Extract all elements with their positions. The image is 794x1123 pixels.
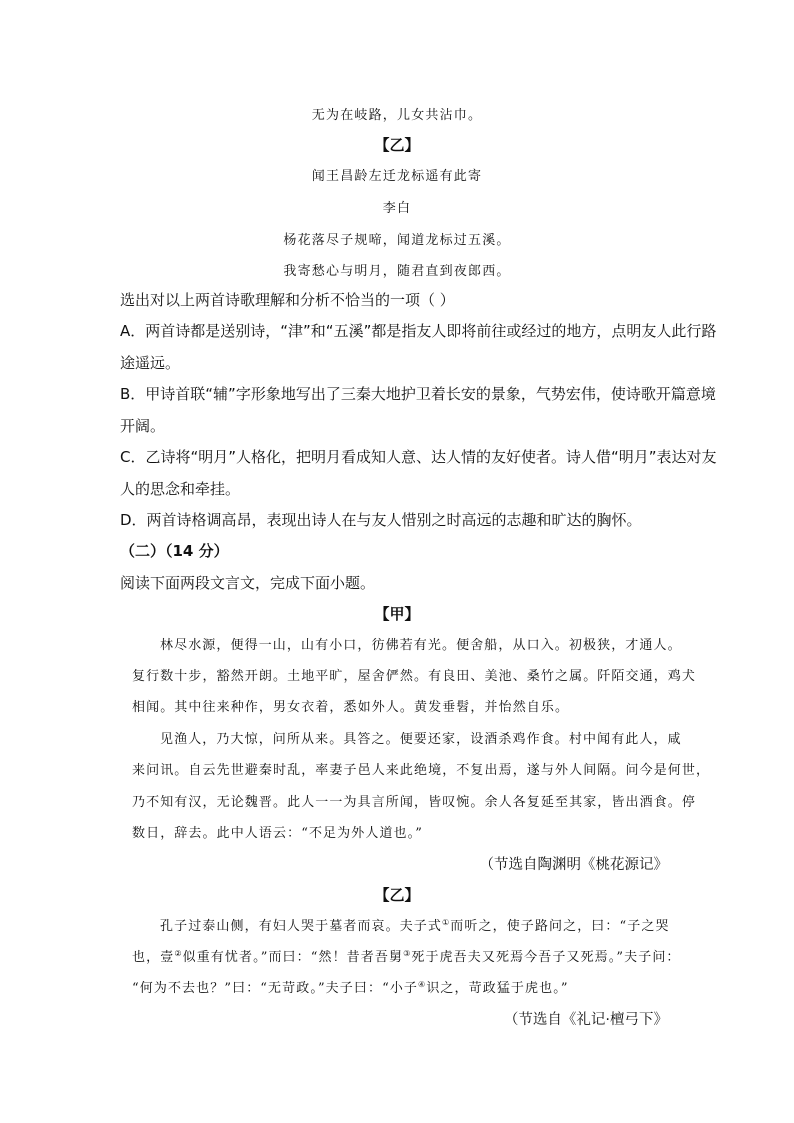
passage-a-line: 复行数十步，豁然开朗。土地平旷，屋舍俨然。有良田、美池、桑竹之属。阡陌交通，鸡犬: [132, 669, 697, 684]
poem-b-label: 【乙】: [374, 136, 420, 154]
poem-b-title: 闻王昌龄左迁龙标遥有此寄: [311, 169, 483, 184]
poem-b-line-2: 我寄愁心与明月，随君直到夜郎西。: [283, 264, 511, 279]
option-c-line-2: 人的思念和牵挂。: [120, 480, 241, 498]
passage-a-source: （节选自陶渊明《桃花源记》: [479, 857, 668, 873]
footnote-marker: ①: [442, 918, 451, 927]
passage-b-label: 【乙】: [374, 886, 420, 904]
passage-b-source: （节选自《礼记·檀弓下》: [503, 1012, 668, 1028]
option-c-line-1: C．乙诗将“明月”人格化，把明月看成知人意、达人情的友好使者。诗人借“明月”表达对友: [120, 448, 717, 466]
passage-b-text: “何为不去也？”曰：“无苛政。”夫子曰：“小子: [132, 981, 419, 996]
passage-b-text: 似重有忧者。”而曰：“然！昔者吾舅: [182, 950, 404, 965]
question-stem: 选出对以上两首诗歌理解和分析不恰当的一项（ ）: [120, 291, 455, 309]
option-a-line-2: 途遥远。: [120, 354, 181, 372]
passage-b-line-3: [132, 977, 569, 996]
passage-a-line: 相闻。其中往来种作，男女衣着，悉如外人。黄发垂髫，并怡然自乐。: [132, 700, 570, 715]
passage-a-line: 林尽水源，便得一山，山有小口，彷佛若有光。便舍船，从口入。初极狭，才通人。: [160, 638, 682, 653]
footnote-marker: ④: [418, 980, 427, 989]
poem-a-last-line: 无为在岐路，儿女共沾巾。: [311, 108, 483, 123]
passage-b-line-1: [160, 915, 670, 934]
option-b-line-2: 开阔。: [120, 417, 166, 435]
passage-a-line: 来问讯。自云先世避秦时乱，率妻子邑人来此绝境，不复出焉，遂与外人间隔。问今是何世，: [132, 763, 711, 778]
section-two-instruction: 阅读下面两段文言文，完成下面小题。: [120, 574, 376, 592]
option-a-line-1: A．两首诗都是送别诗，“津”和“五溪”都是指友人即将前往或经过的地方，点明友人此行路: [120, 322, 717, 340]
passage-a-label: 【甲】: [374, 605, 420, 623]
footnote-marker: ②: [174, 949, 183, 958]
passage-a-line: 乃不知有汉，无论魏晋。此人一一为具言所闻，皆叹惋。余人各复延至其家，皆出酒食。停: [132, 795, 697, 810]
passage-b-text: 孔子过泰山侧，有妇人哭于墓者而哀。夫子式: [160, 919, 443, 934]
passage-b-line-2: [132, 946, 681, 965]
passage-b-text: 死于虎吾夫又死焉今吾子又死焉。”夫子问：: [411, 950, 681, 965]
poem-b-author: 李白: [382, 201, 412, 216]
passage-b-text: 也，壹: [132, 950, 175, 965]
option-d: D．两首诗格调高昂，表现出诗人在与友人惜别之时高远的志趣和旷达的胸怀。: [120, 511, 642, 529]
passage-b-text: 而听之，使子路问之，曰：“子之哭: [450, 919, 670, 934]
poem-b-line-1: 杨花落尽子规啼，闻道龙标过五溪。: [283, 233, 511, 248]
option-b-line-1: B．甲诗首联“辅”字形象地写出了三秦大地护卫着长安的景象，气势宏伟，使诗歌开篇意境: [120, 385, 716, 403]
passage-b-text: 识之，苛政猛于虎也。”: [426, 981, 569, 996]
footnote-marker: ③: [403, 949, 412, 958]
passage-a-line: 数日，辞去。此中人语云：“不足为外人道也。”: [132, 826, 423, 841]
section-two-heading: （二）（14 分）: [120, 542, 229, 560]
passage-a-line: 见渔人，乃大惊，问所从来。具答之。便要还家，设酒杀鸡作食。村中闻有此人，咸: [160, 732, 682, 747]
